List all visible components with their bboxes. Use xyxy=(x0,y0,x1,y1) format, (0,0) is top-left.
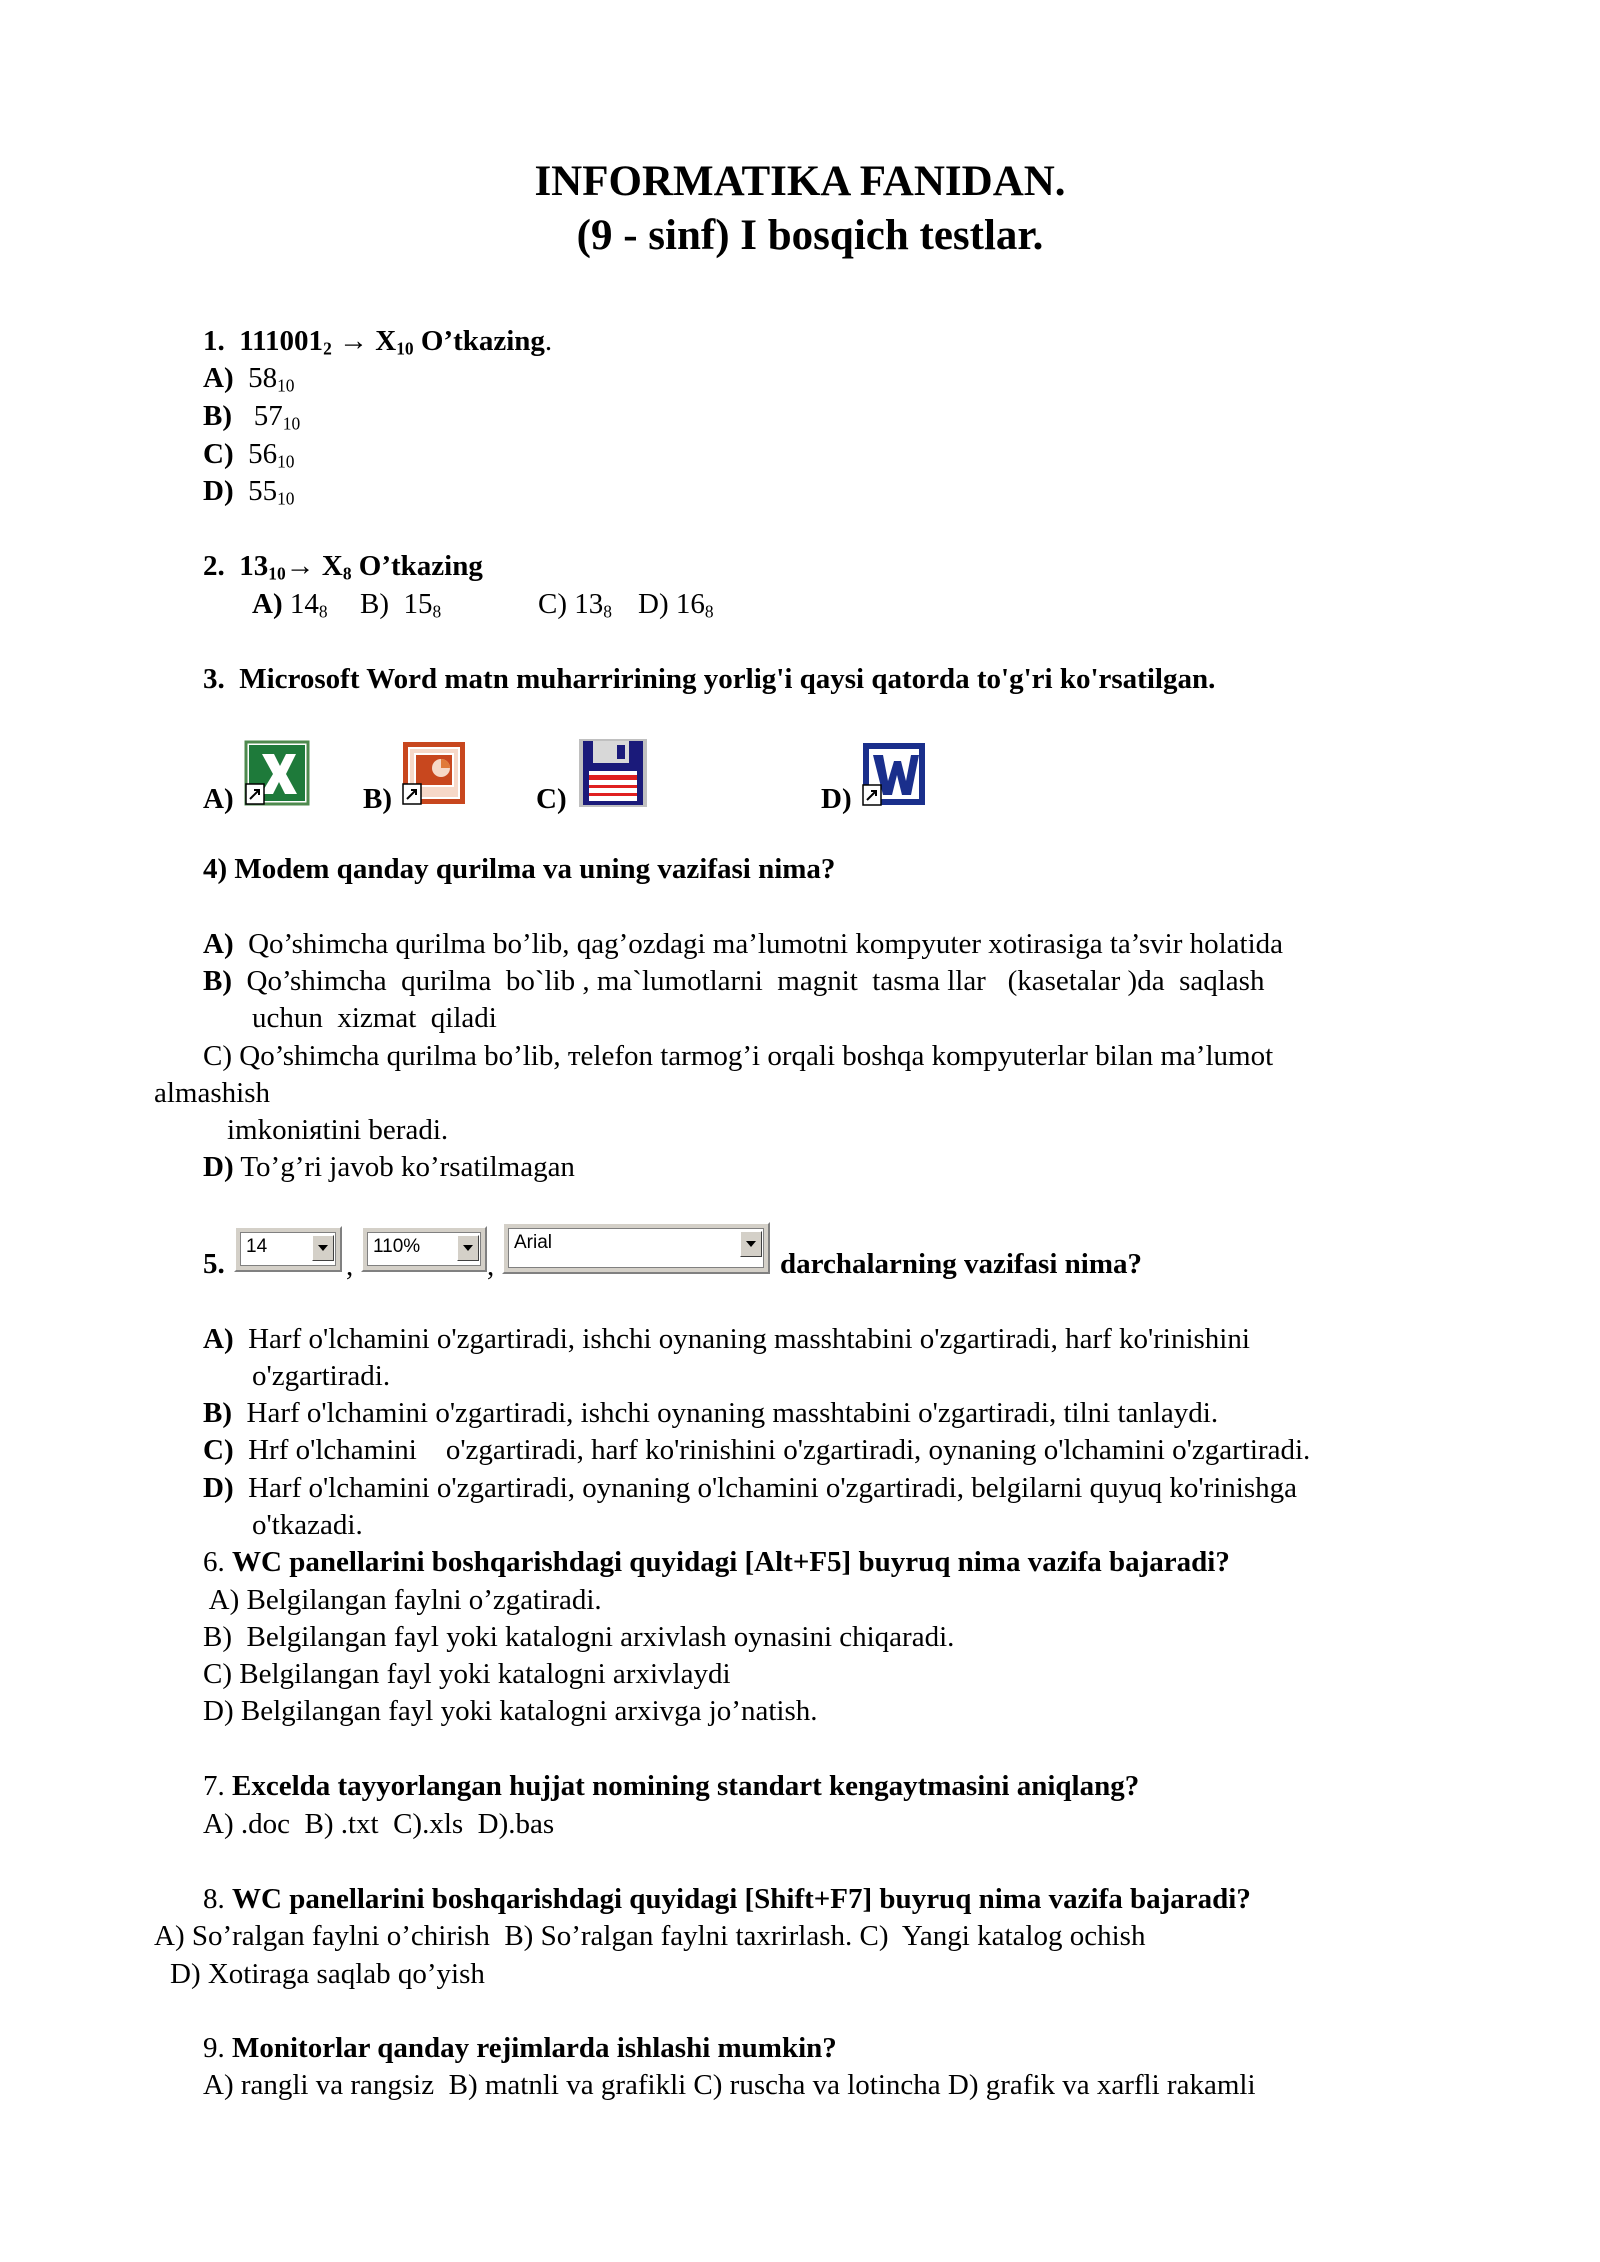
question-tail: O’tkazing xyxy=(413,325,545,357)
q2-option-a[interactable]: A) $14_8$ xyxy=(252,588,328,622)
q7-options[interactable]: A) .doc B) .txt C).xls D).bas xyxy=(203,1808,555,1840)
q2-option-d[interactable]: D) $16_8$ xyxy=(638,588,714,622)
question-4: 4) Modem qanday qurilma va uning vazifasi nima? xyxy=(203,853,836,885)
title-line-1: INFORMATIKA FANIDAN. xyxy=(534,158,1066,205)
q5-option-d-cont: o'tkazadi. xyxy=(252,1509,363,1541)
q4-option-b[interactable]: B) Qo’shimcha qurilma bo`lib , ma`lumotlarni magnit tasma llar (kasetalar )da saqlash xyxy=(203,965,1265,997)
font-size-combo[interactable] xyxy=(234,1226,342,1272)
question-6: 6. WC panellarini boshqarishdagi quyidagi [Alt+F5] buyruq nima vazifa bajaradi? xyxy=(203,1546,1230,1578)
q1-option-d[interactable]: D) $55_{10}$ xyxy=(203,475,295,509)
question-2: 2. $13_{10}\to X_8$ O’tkazing xyxy=(203,550,483,584)
q4-option-c-cont: almashish xyxy=(154,1077,270,1109)
question-number: 1. xyxy=(203,325,225,357)
q8-options-line-2[interactable]: D) Xotiraga saqlab qo’yish xyxy=(170,1958,485,1990)
q2-option-c[interactable]: C) $13_8$ xyxy=(538,588,612,622)
q1-option-b[interactable]: B) $57_{10}$ xyxy=(203,400,301,434)
q4-option-d[interactable]: D) To’g’ri javob ko’rsatilmagan xyxy=(203,1151,575,1183)
question-5-text: darchalarning vazifasi nima? xyxy=(780,1248,1142,1280)
font-size-value: 14 xyxy=(240,1232,336,1266)
q4-option-b-cont: uchun xizmat qiladi xyxy=(252,1002,497,1034)
separator-comma: , xyxy=(346,1250,354,1282)
q4-option-a[interactable]: A) Qo’shimcha qurilma bo’lib, qag’ozdagi ma’lumotni kompyuter xotirasiga ta’svir holatida xyxy=(203,928,1284,960)
separator-comma: , xyxy=(487,1250,495,1282)
base-subscript: 2 xyxy=(323,338,332,359)
question-8: 8. WC panellarini boshqarishdagi quyidagi [Shift+F7] buyruq nima vazifa bajaradi? xyxy=(203,1883,1251,1915)
arrow-target: → X xyxy=(339,325,397,357)
question-3: 3. Microsoft Word matn muharririning yorlig'i qaysi qatorda to'g'ri ko'rsatilgan. xyxy=(203,663,1216,695)
zoom-combo[interactable] xyxy=(361,1226,487,1272)
q6-option-a[interactable]: A) Belgilangan faylni o’zgatiradi. xyxy=(203,1584,602,1616)
zoom-value: 110% xyxy=(367,1232,481,1266)
q4-option-c[interactable]: C) Qo’shimcha qurilma bo’lib, тelefon tarmog’i orqali boshqa kompyuterlar bilan ma’lumot xyxy=(203,1040,1274,1072)
q1-option-c[interactable]: C) $56_{10}$ xyxy=(203,438,295,472)
q3-option-b[interactable]: B) xyxy=(363,783,392,815)
title-line-2: (9 - sinf) I bosqich testlar. xyxy=(576,212,1044,259)
q5-option-c[interactable]: C) Hrf o'lchamini o'zgartiradi, harf ko'rinishini o'zgartiradi, oynaning o'lchamini o'zgartiradi. xyxy=(203,1434,1311,1466)
q3-option-a[interactable]: A) xyxy=(203,783,234,815)
word-shortcut-icon[interactable] xyxy=(861,741,929,817)
q2-option-b[interactable]: B) $15_8$ xyxy=(360,588,442,622)
question-9: 9. Monitorlar qanday rejimlarda ishlashi mumkin? xyxy=(203,2032,837,2064)
excel-shortcut-icon[interactable] xyxy=(244,740,312,816)
question-5-number: 5. xyxy=(203,1248,225,1280)
chevron-down-icon[interactable] xyxy=(740,1231,762,1257)
floppy-disk-save-icon[interactable] xyxy=(577,737,649,817)
q5-option-a[interactable]: A) Harf o'lchamini o'zgartiradi, ishchi oynaning masshtabini o'zgartiradi, harf ko'rinishini xyxy=(203,1323,1250,1355)
q9-options[interactable]: A) rangli va rangsiz B) matnli va grafikli C) ruscha va lotincha D) grafik va xarfli rakamli xyxy=(203,2069,1256,2101)
chevron-down-icon[interactable] xyxy=(457,1235,479,1261)
q3-option-c[interactable]: C) xyxy=(536,783,567,815)
q6-option-c[interactable]: C) Belgilangan fayl yoki katalogni arxivlaydi xyxy=(203,1658,731,1690)
q5-option-a-cont: o'zgartiradi. xyxy=(252,1360,391,1392)
q1-option-a[interactable]: A) $58_{10}$ xyxy=(203,362,295,396)
binary-number: 111001 xyxy=(239,325,324,357)
question-7: 7. Excelda tayyorlangan hujjat nomining standart kengaytmasini aniqlang? xyxy=(203,1770,1140,1802)
q4-option-c-cont2: imkoniяtini beradi. xyxy=(227,1114,449,1146)
font-name-combo[interactable] xyxy=(502,1222,770,1274)
q5-option-d[interactable]: D) Harf o'lchamini o'zgartiradi, oynaning o'lchamini o'zgartiradi, belgilarni quyuq ko'rinishga xyxy=(203,1472,1297,1504)
q6-option-d[interactable]: D) Belgilangan fayl yoki katalogni arxivga jo’natish. xyxy=(203,1695,818,1727)
powerpoint-shortcut-icon[interactable] xyxy=(401,740,469,816)
q8-options-line-1[interactable]: A) So’ralgan faylni o’chirish B) So’ralgan faylni taxrirlash. C) Yangi katalog ochish xyxy=(154,1920,1146,1952)
font-name-value: Arial xyxy=(508,1228,764,1268)
q6-option-b[interactable]: B) Belgilangan fayl yoki katalogni arxivlash oynasini chiqaradi. xyxy=(203,1621,955,1653)
target-subscript: 10 xyxy=(396,338,414,359)
question-1: 1. $111001_2 \to X_{10}$ O’tkazing. xyxy=(203,325,553,359)
q5-option-b[interactable]: B) Harf o'lchamini o'zgartiradi, ishchi oynaning masshtabini o'zgartiradi, tilni tanlaydi. xyxy=(203,1397,1219,1429)
chevron-down-icon[interactable] xyxy=(312,1235,334,1261)
q3-option-d[interactable]: D) xyxy=(821,783,852,815)
